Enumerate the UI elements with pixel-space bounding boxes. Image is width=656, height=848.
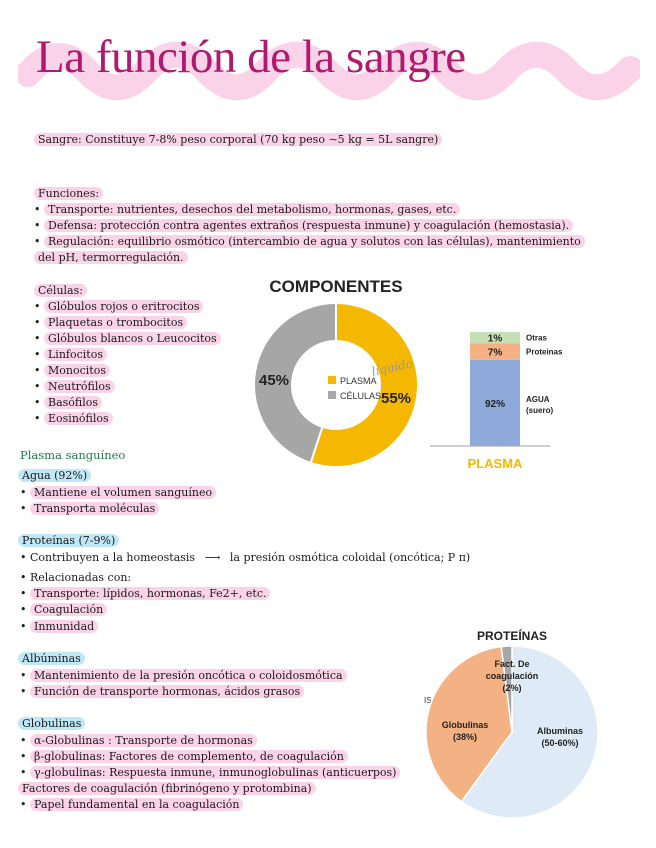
- plasma-heading: Plasma sanguíneo: [20, 448, 126, 462]
- funciones-item: • Defensa: protección contra agentes extraños (respuesta inmune) y coagulación (hemostasia).: [34, 218, 573, 234]
- globulinas-item: • β-globulinas: Factores de complemento, de coagulación: [20, 749, 348, 765]
- funciones-heading: Funciones:: [34, 186, 103, 202]
- proteinas-item: • Coagulación: [20, 602, 107, 618]
- celulas-item: • Basófilos: [34, 395, 102, 411]
- globulinas-heading: Globulinas: [18, 716, 85, 732]
- bar-segment-label-2: 1%: [487, 333, 503, 345]
- handwritten-note: líquido: [370, 356, 415, 379]
- agua-item: • Mantiene el volumen sanguíneo: [20, 485, 216, 501]
- celulas-item: • Linfocitos: [34, 347, 107, 363]
- proteinas-chart: [415, 622, 615, 832]
- agua-heading: Agua (92%): [18, 468, 91, 484]
- agua-item: • Transporta moléculas: [20, 501, 159, 517]
- celulas-item: • Eosinófilos: [34, 411, 113, 427]
- albuminas-item: • Mantenimiento de la presión oncótica o coloidosmótica: [20, 668, 347, 684]
- albuminas-heading: Albúminas: [18, 651, 85, 667]
- bar-segment-label-1: 7%: [487, 347, 503, 359]
- legend-celulas-swatch: [328, 391, 336, 399]
- pie-label-1-0: Globulinas: [441, 720, 489, 730]
- proteinas-chart-title: PROTEÍNAS: [476, 629, 548, 643]
- pie-label-2-0: Fact. De: [494, 659, 530, 669]
- bar-legend-agua: AGUA: [526, 394, 550, 404]
- proteinas-item: • Inmunidad: [20, 619, 98, 635]
- proteinas-item: • Contribuyen a la homeostasis ⟶ la presión osmótica coloidal (oncótica; P π): [20, 550, 470, 566]
- slice-label-plasma: 55%: [380, 390, 412, 407]
- celulas-item: • Neutrófilos: [34, 379, 115, 395]
- pie-label-2-2: (2%): [502, 683, 522, 693]
- funciones-item-cont: del pH, termorregulación.: [34, 250, 188, 266]
- legend-plasma-label: PLASMA: [340, 376, 377, 386]
- pie-label-1-1: (38%): [452, 732, 478, 742]
- pie-label-2-1: coagulación: [485, 671, 539, 681]
- page-title: La función de la sangre: [36, 31, 466, 83]
- celulas-item: • Glóbulos blancos o Leucocitos: [34, 331, 221, 347]
- funciones-item: • Transporte: nutrientes, desechos del metabolismo, hormonas, gases, etc.: [34, 202, 460, 218]
- pie-label-0-0: Albuminas: [536, 726, 584, 736]
- factores-heading: Factores de coagulación (fibrinógeno y protombina): [18, 781, 316, 797]
- globulinas-item: • α-Globulinas : Transporte de hormonas: [20, 733, 257, 749]
- proteinas-related: • Relacionadas con:: [20, 570, 131, 586]
- proteinas-side-label: IS: [424, 696, 432, 705]
- plasma-stack: [470, 332, 563, 446]
- celulas-heading: Células:: [34, 283, 87, 299]
- bar-legend-suero: (suero): [526, 405, 554, 415]
- arrow-icon: ⟶: [204, 551, 221, 564]
- componentes-chart: [240, 270, 450, 470]
- slice-label-celulas: 45%: [258, 372, 290, 389]
- bar-segment-label-0: 92%: [484, 398, 506, 410]
- plasma-bar-chart: [425, 325, 565, 475]
- legend-plasma-swatch: [328, 376, 336, 384]
- funciones-item: • Regulación: equilibrio osmótico (intercambio de agua y solutos con las células), mantenimiento: [34, 234, 585, 250]
- proteinas-item: • Transporte: lípidos, hormonas, Fe2+, etc.: [20, 586, 270, 602]
- proteinas-heading: Proteínas (7-9%): [18, 533, 119, 549]
- legend-celulas-label: CÉLULAS: [340, 391, 382, 401]
- albuminas-item: • Función de transporte hormonas, ácidos grasos: [20, 684, 304, 700]
- intro-line: Sangre: Constituye 7-8% peso corporal (70 kg peso ∼5 kg = 5L sangre): [34, 132, 442, 148]
- bar-legend-1: Proteinas: [526, 347, 563, 357]
- globulinas-item: • γ-globulinas: Respuesta inmune, inmunoglobulinas (anticuerpos): [20, 765, 400, 781]
- celulas-item: • Monocitos: [34, 363, 110, 379]
- bar-legend-2: Otras: [526, 333, 547, 343]
- celulas-item: • Glóbulos rojos o eritrocitos: [34, 299, 203, 315]
- factores-item: • Papel fundamental en la coagulación: [20, 797, 243, 813]
- plasma-xlabel: PLASMA: [467, 456, 523, 471]
- componentes-title: COMPONENTES: [269, 277, 403, 296]
- pie-label-0-1: (50-60%): [541, 738, 579, 748]
- celulas-item: • Plaquetas o trombocitos: [34, 315, 187, 331]
